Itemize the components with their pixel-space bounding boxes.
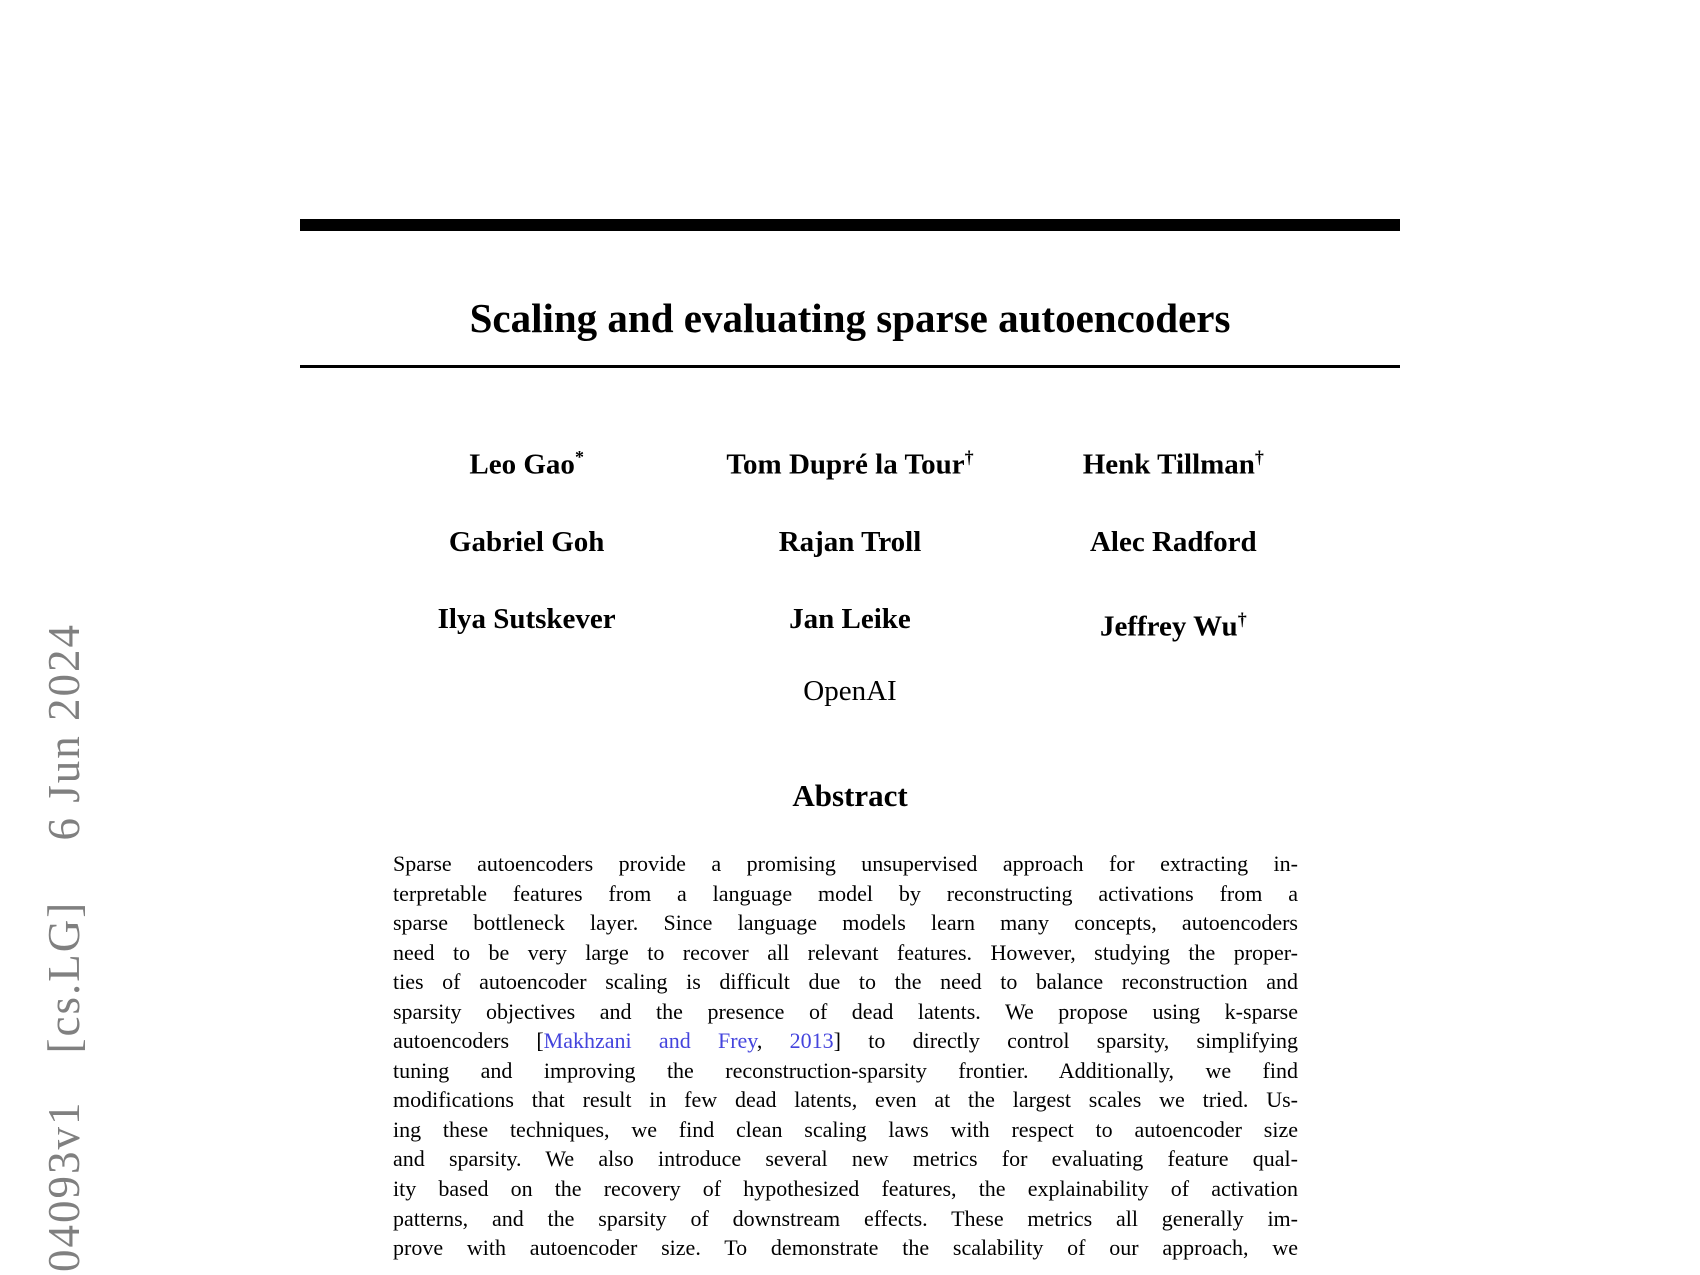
page-title: Scaling and evaluating sparse autoencoders — [469, 295, 1231, 342]
abstract-line — [393, 1085, 1298, 1115]
abstract-line — [393, 1056, 1298, 1086]
abstract-text-segment: need to be very large to recover all relevant features. However, studying the proper- — [393, 939, 1298, 965]
abstract-line — [393, 997, 1298, 1027]
abstract-text-segment: ] to directly control sparsity, simplifying — [833, 1028, 1299, 1054]
abstract-text-segment: patterns, and the sparsity of downstream effects. These metrics all generally im- — [393, 1205, 1298, 1231]
abstract-line — [393, 849, 1298, 879]
title-rule-top — [300, 219, 1400, 231]
abstract-line — [393, 1115, 1298, 1145]
author-footnote-marker: † — [1254, 447, 1264, 467]
author-name: Henk Tillman† — [1082, 447, 1264, 481]
author-name: Tom Dupré la Tour† — [726, 447, 974, 481]
author-footnote-marker: † — [1237, 608, 1247, 629]
arxiv-watermark: 04093v1 [cs.LG] 6 Jun 2024 — [39, 623, 89, 1272]
abstract-text-segment: tuning and improving the reconstruction-sparsity frontier. Additionally, we find — [393, 1057, 1298, 1083]
abstract-line — [393, 938, 1298, 968]
abstract-text-segment: ties of autoencoder scaling is difficult due to the need to balance reconstruction and — [393, 969, 1298, 995]
abstract-text-segment: , — [756, 1028, 790, 1054]
abstract-text-segment: and sparsity. We also introduce several new metrics for evaluating feature qual- — [393, 1146, 1298, 1172]
abstract-text-segment: terpretable features from a language model by reconstructing activations from a — [393, 880, 1298, 906]
abstract-text-segment: modifications that result in few dead latents, even at the largest scales we tried. Us- — [393, 1087, 1298, 1113]
author-footnote-marker: * — [574, 447, 584, 467]
abstract-text-segment: prove with autoencoder size. To demonstrate the scalability of our approach, we — [393, 1235, 1298, 1261]
abstract-text-segment: sparsity objectives and the presence of dead latents. We propose using k-sparse — [393, 998, 1298, 1024]
abstract-line — [393, 1233, 1298, 1263]
author-footnote-marker: † — [964, 447, 974, 467]
affiliation: OpenAI — [803, 675, 897, 707]
abstract-text-segment: ity based on the recovery of hypothesized features, the explainability of activation — [393, 1176, 1298, 1202]
author-name: Rajan Troll — [778, 525, 922, 558]
author-name: Gabriel Goh — [448, 525, 605, 558]
citation-link[interactable]: 2013 — [789, 1028, 834, 1054]
abstract-line — [393, 908, 1298, 938]
abstract-line — [393, 1026, 1298, 1056]
abstract-text-segment: Sparse autoencoders provide a promising unsupervised approach for extracting in- — [393, 851, 1298, 876]
abstract-heading: Abstract — [792, 778, 908, 813]
author-name: Jeffrey Wu† — [1099, 608, 1247, 643]
abstract-line — [393, 967, 1298, 997]
author-name: Jan Leike — [789, 602, 911, 635]
author-name: Ilya Sutskever — [437, 602, 616, 635]
abstract-line — [393, 1174, 1298, 1204]
abstract-line — [393, 879, 1298, 909]
authors-block — [365, 441, 1335, 643]
author-name: Leo Gao* — [469, 447, 584, 481]
abstract-text — [393, 849, 1298, 1263]
title-rule-bottom — [300, 365, 1400, 368]
abstract-text-segment: ing these techniques, we find clean scaling laws with respect to autoencoder size — [393, 1116, 1298, 1142]
citation-link[interactable]: Makhzani and Frey — [543, 1028, 757, 1054]
author-name: Alec Radford — [1089, 525, 1257, 558]
abstract-text-segment: autoencoders [ — [393, 1028, 544, 1054]
abstract-line — [393, 1204, 1298, 1234]
abstract-text-segment: sparse bottleneck layer. Since language models learn many concepts, autoencoders — [393, 910, 1298, 936]
abstract-line — [393, 1144, 1298, 1174]
